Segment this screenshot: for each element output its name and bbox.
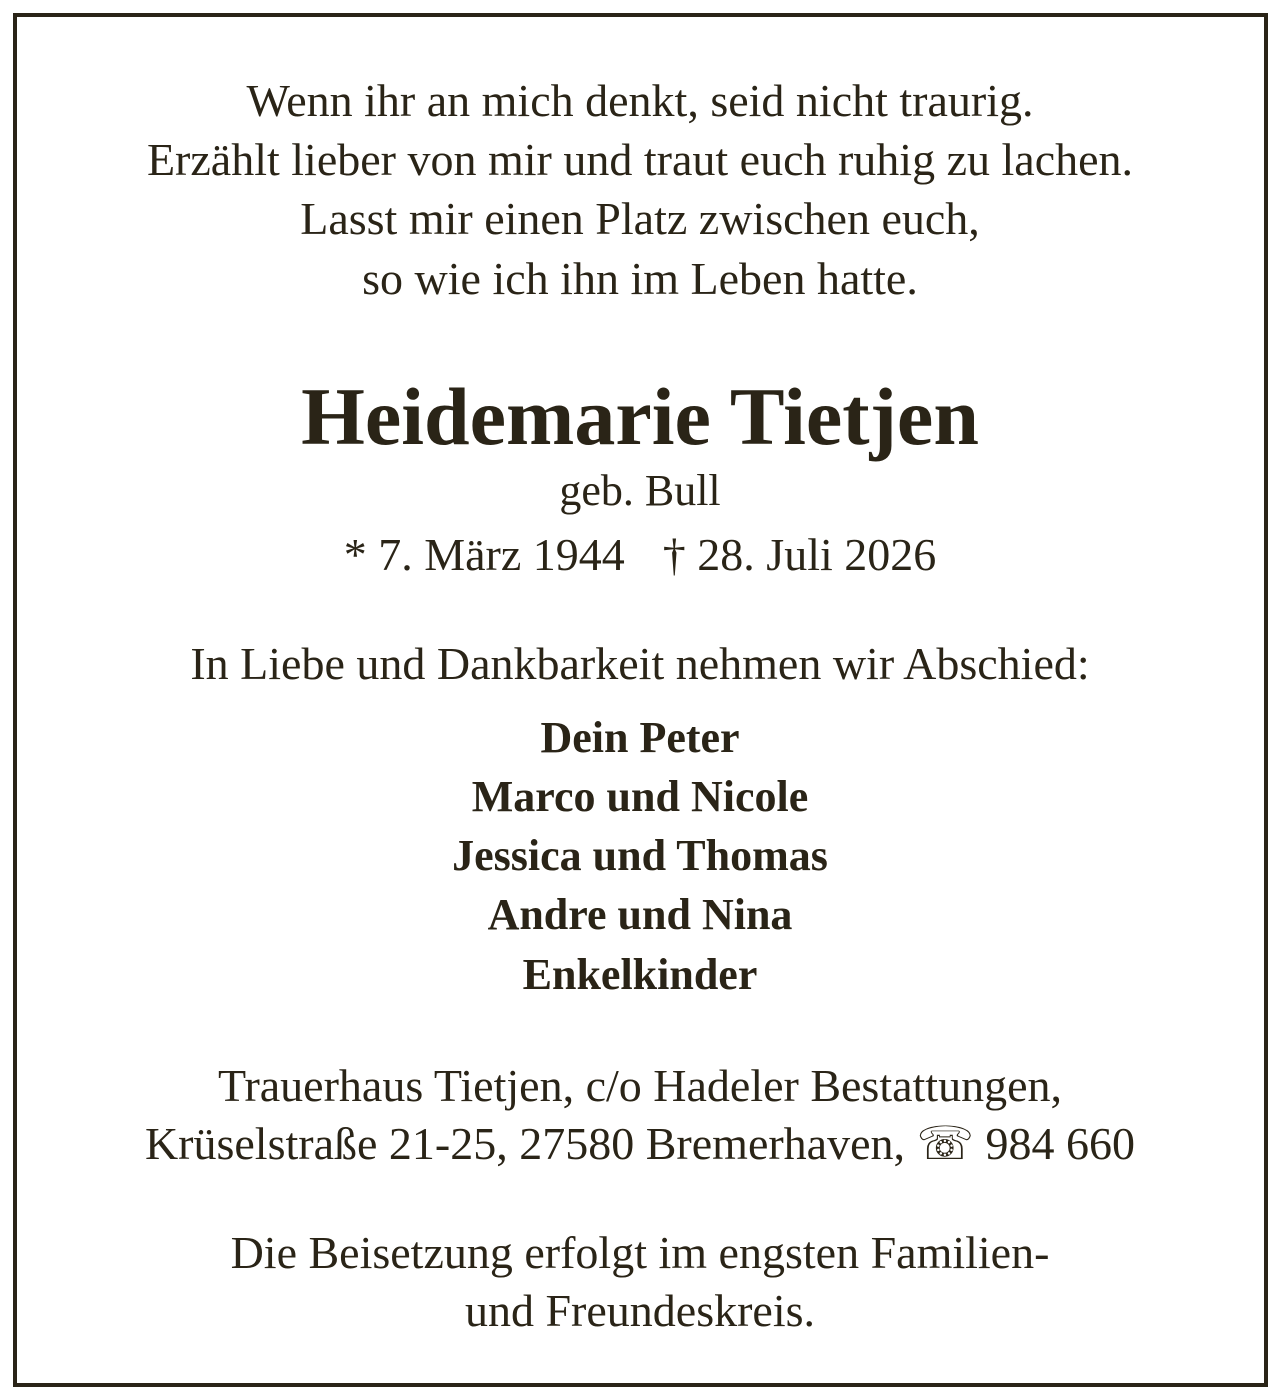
birth-name: geb. Bull	[559, 466, 721, 515]
address-line-1: Trauerhaus Tietjen, c/o Hadeler Bestattungen,	[217, 1060, 1063, 1111]
verse-line-3: Lasst mir einen Platz zwischen euch,	[300, 193, 980, 244]
mourner-1: Dein Peter	[540, 713, 740, 762]
verse-line-4: so wie ich ihn im Leben hatte.	[362, 253, 918, 304]
death-date: † 28. Juli 2026	[662, 529, 937, 580]
deceased-name: Heidemarie Tietjen	[301, 371, 979, 462]
burial-note-line-1: Die Beisetzung erfolgt im engsten Familien-	[230, 1227, 1050, 1278]
life-dates	[0, 529, 1280, 580]
burial-note-line-2: und Freundeskreis.	[464, 1285, 816, 1336]
mourner-3: Jessica und Thomas	[452, 831, 828, 880]
verse-line-1: Wenn ihr an mich denkt, seid nicht traurig.	[246, 75, 1034, 126]
mourner-5: Enkelkinder	[522, 950, 758, 999]
mourner-2: Marco und Nicole	[471, 772, 809, 821]
address-line-2: Krüselstraße 21-25, 27580 Bremerhaven, ☏ 984 660	[144, 1118, 1136, 1169]
mourner-4: Andre und Nina	[487, 890, 793, 939]
birth-date: * 7. März 1944	[343, 529, 625, 580]
verse-line-2: Erzählt lieber von mir und traut euch ruhig zu lachen.	[146, 134, 1134, 185]
farewell-intro: In Liebe und Dankbarkeit nehmen wir Abschied:	[190, 638, 1090, 689]
